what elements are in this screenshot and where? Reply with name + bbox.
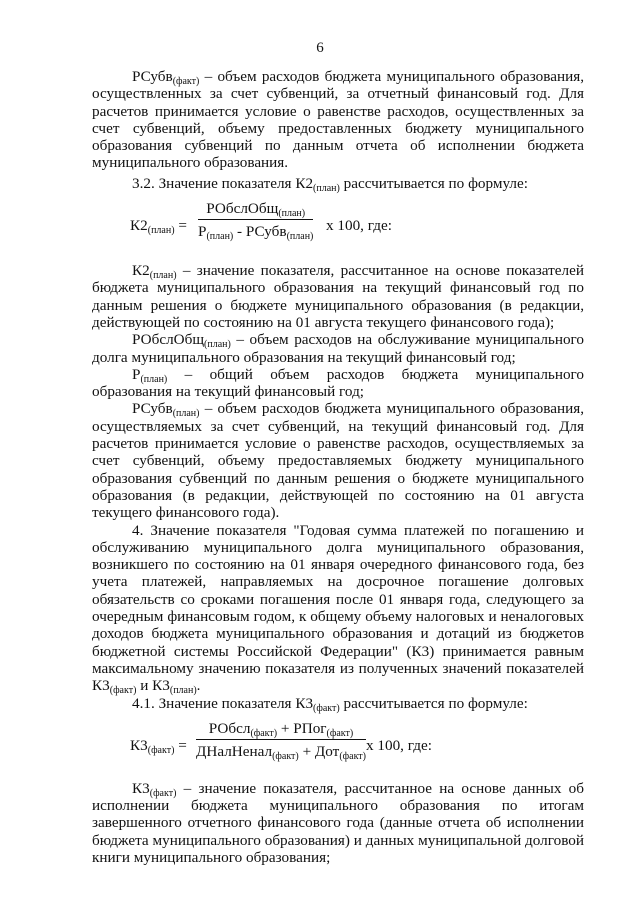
formula-k3-numerator: РОбсл$_{(факт)}$ + РПог$_{(факт)}$ xyxy=(196,720,366,740)
formula-k2 xyxy=(92,192,584,262)
paragraph-4: 4. Значение показателя "Годовая сумма платежей по погашению и обслуживанию муниципального долга муниципального образования, возникшего по состоянию на 01 января очередного финансового года, без учета платежей, направляемых на досрочное погашение долговых обязательств со сроками погашения после 01 января года, следующего за очередным финансовым годом, к общему объему налоговых и неналоговых доходов бюджета муниципального образования и дотаций из бюджетов бюджетной системы Российской Федерации" (К3) принимается равным максимальному значению показателя из полученных значений показателей $К3_{(факт)}$ и $К3_{(план)}$. xyxy=(92,521,584,697)
paragraph-4-1: 4.1. Значение показателя $К3_{(факт)}$ рассчитывается по формуле: xyxy=(132,694,528,714)
paragraph-robslobshch-plan: РОбслОбщ$_{(план)}$ – объем расходов на обслуживание муниципального долга муниципального образования на текущий финансовый год; xyxy=(92,331,584,366)
page-number: 6 xyxy=(316,40,324,56)
document-body xyxy=(92,68,584,866)
paragraph-3-2: 3.2. Значение показателя $К2_{(план)}$ рассчитывается по формуле: xyxy=(132,174,528,194)
formula-k3-lhs: $К3_{(факт)}$ = xyxy=(130,736,187,756)
formula-k2-denominator: $Р_{(план)}$ - РСубв$_{(план)}$ xyxy=(198,223,314,243)
formula-k2-fraction xyxy=(198,200,313,241)
formula-k3-rhs: х 100, где: xyxy=(366,736,432,754)
paragraph-r-plan: $Р_{(план)}$ – общий объем расходов бюджета муниципального образования на текущий финансовый год; xyxy=(92,365,584,401)
paragraph-k3-fact: $К3_{(факт)}$ – значение показателя, рассчитанное на основе данных об исполнении бюджета муниципального образования по итогам завершенного отчетного финансового года (данные отчета об исполнении бюджета муниципального образования) и данных муниципальной долговой книги муниципального образования; xyxy=(92,779,584,866)
formula-k2-rhs: х 100, где: xyxy=(326,217,392,235)
formula-k3 xyxy=(92,712,584,780)
formula-k2-numerator: РОбслОбщ$_{(план)}$ xyxy=(198,200,313,220)
formula-k3-denominator: ДНалНенал$_{(факт)}$ + Дот$_{(факт)}$ xyxy=(196,743,367,763)
paragraph-rsubv-plan: РСубв$_{(план)}$ – объем расходов бюджета муниципального образования, осуществляемых за счет субвенций, на текущий финансовый год. Для расчетов принимается условие о равенстве расходов, осуществляемых за счет субвенций, объему предоставляемых бюджету муниципального образования субвенций по данным решения о бюджете муниципального образования (в редакции, действующей по состоянию на 01 августа текущего финансового года). xyxy=(92,400,584,522)
paragraph-k2-plan: $К2_{(план)}$ – значение показателя, рассчитанное на основе показателей бюджета муниципального образования на текущий финансовый год по данным решения о бюджете муниципального образования (в редакции, действующей по состоянию на 01 августа текущего финансового года); xyxy=(92,262,584,331)
paragraph-rsubv-fact: РСубв$_{(факт)}$ – объем расходов бюджета муниципального образования, осуществленных за счет субвенций, за отчетный финансовый год. Для расчетов принимается условие о равенстве расходов, осуществленных за счет субвенций, объему предоставленных бюджету муниципального образования субвенций по данным отчета об исполнении бюджета муниципального образования. xyxy=(92,68,584,172)
formula-k3-fraction xyxy=(196,720,366,761)
formula-k2-lhs: $К2_{(план)}$ = xyxy=(130,217,187,237)
